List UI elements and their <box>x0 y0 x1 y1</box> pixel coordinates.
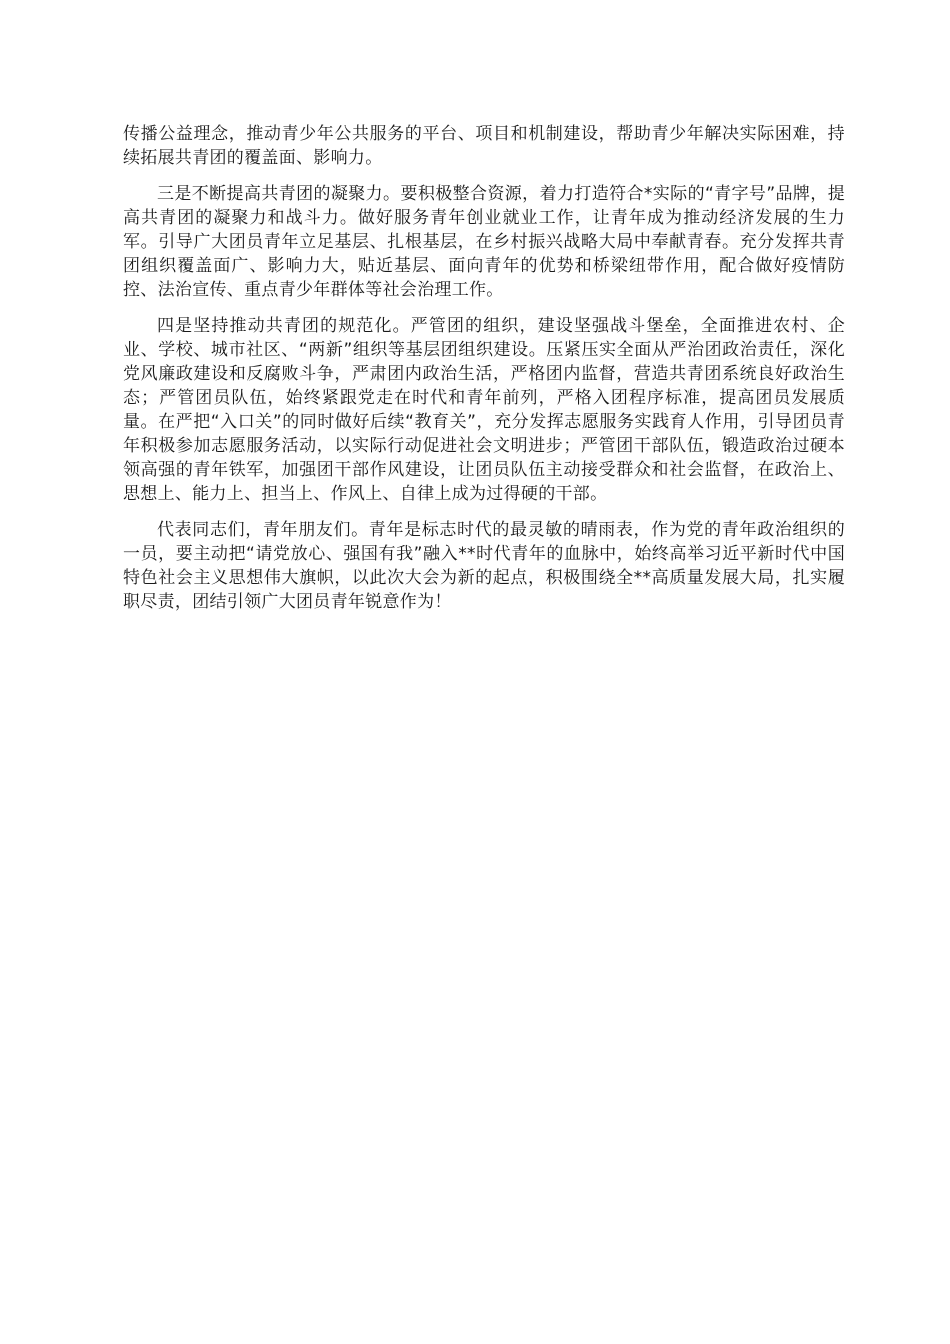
paragraph-2: 三是不断提高共青团的凝聚力。要积极整合资源，着力打造符合*实际的“青字号”品牌，提高共青团的凝聚力和战斗力。做好服务青年创业就业工作，让青年成为推动经济发展的生力军。引导广大团员青年立足基层、扎根基层，在乡村振兴战略大局中奉献青春。充分发挥共青团组织覆盖面广、影响力大，贴近基层、面向青年的优势和桥梁纽带作用，配合做好疫情防控、法治宣传、重点青少年群体等社会治理工作。 <box>123 184 845 300</box>
paragraph-3: 四是坚持推动共青团的规范化。严管团的组织，建设坚强战斗堡垒，全面推进农村、企业、学校、城市社区、“两新”组织等基层团组织建设。压紧压实全面从严治团政治责任，深化党风廉政建设和反腐败斗争，严肃团内政治生活，严格团内监督，营造共青团系统良好政治生态；严管团员队伍，始终紧跟党走在时代和青年前列，严格入团程序标准，提高团员发展质量。在严把“入口关”的同时做好后续“教育关”，充分发挥志愿服务实践育人作用，引导团员青年积极参加志愿服务活动，以实际行动促进社会文明进步；严管团干部队伍，锻造政治过硬本领高强的青年铁军，加强团干部作风建设，让团员队伍主动接受群众和社会监督，在政治上、思想上、能力上、担当上、作风上、自律上成为过得硬的干部。 <box>123 316 845 504</box>
paragraph-4: 代表同志们，青年朋友们。青年是标志时代的最灵敏的晴雨表，作为党的青年政治组织的一员，要主动把“请党放心、强国有我”融入**时代青年的血脉中，始终高举习近平新时代中国特色社会主义思想伟大旗帜，以此次大会为新的起点，积极围绕全**高质量发展大局，扎实履职尽责，团结引领广大团员青年锐意作为！ <box>123 520 845 612</box>
document-page <box>123 122 845 626</box>
paragraph-1: 传播公益理念，推动青少年公共服务的平台、项目和机制建设，帮助青少年解决实际困难，持续拓展共青团的覆盖面、影响力。 <box>123 124 845 168</box>
